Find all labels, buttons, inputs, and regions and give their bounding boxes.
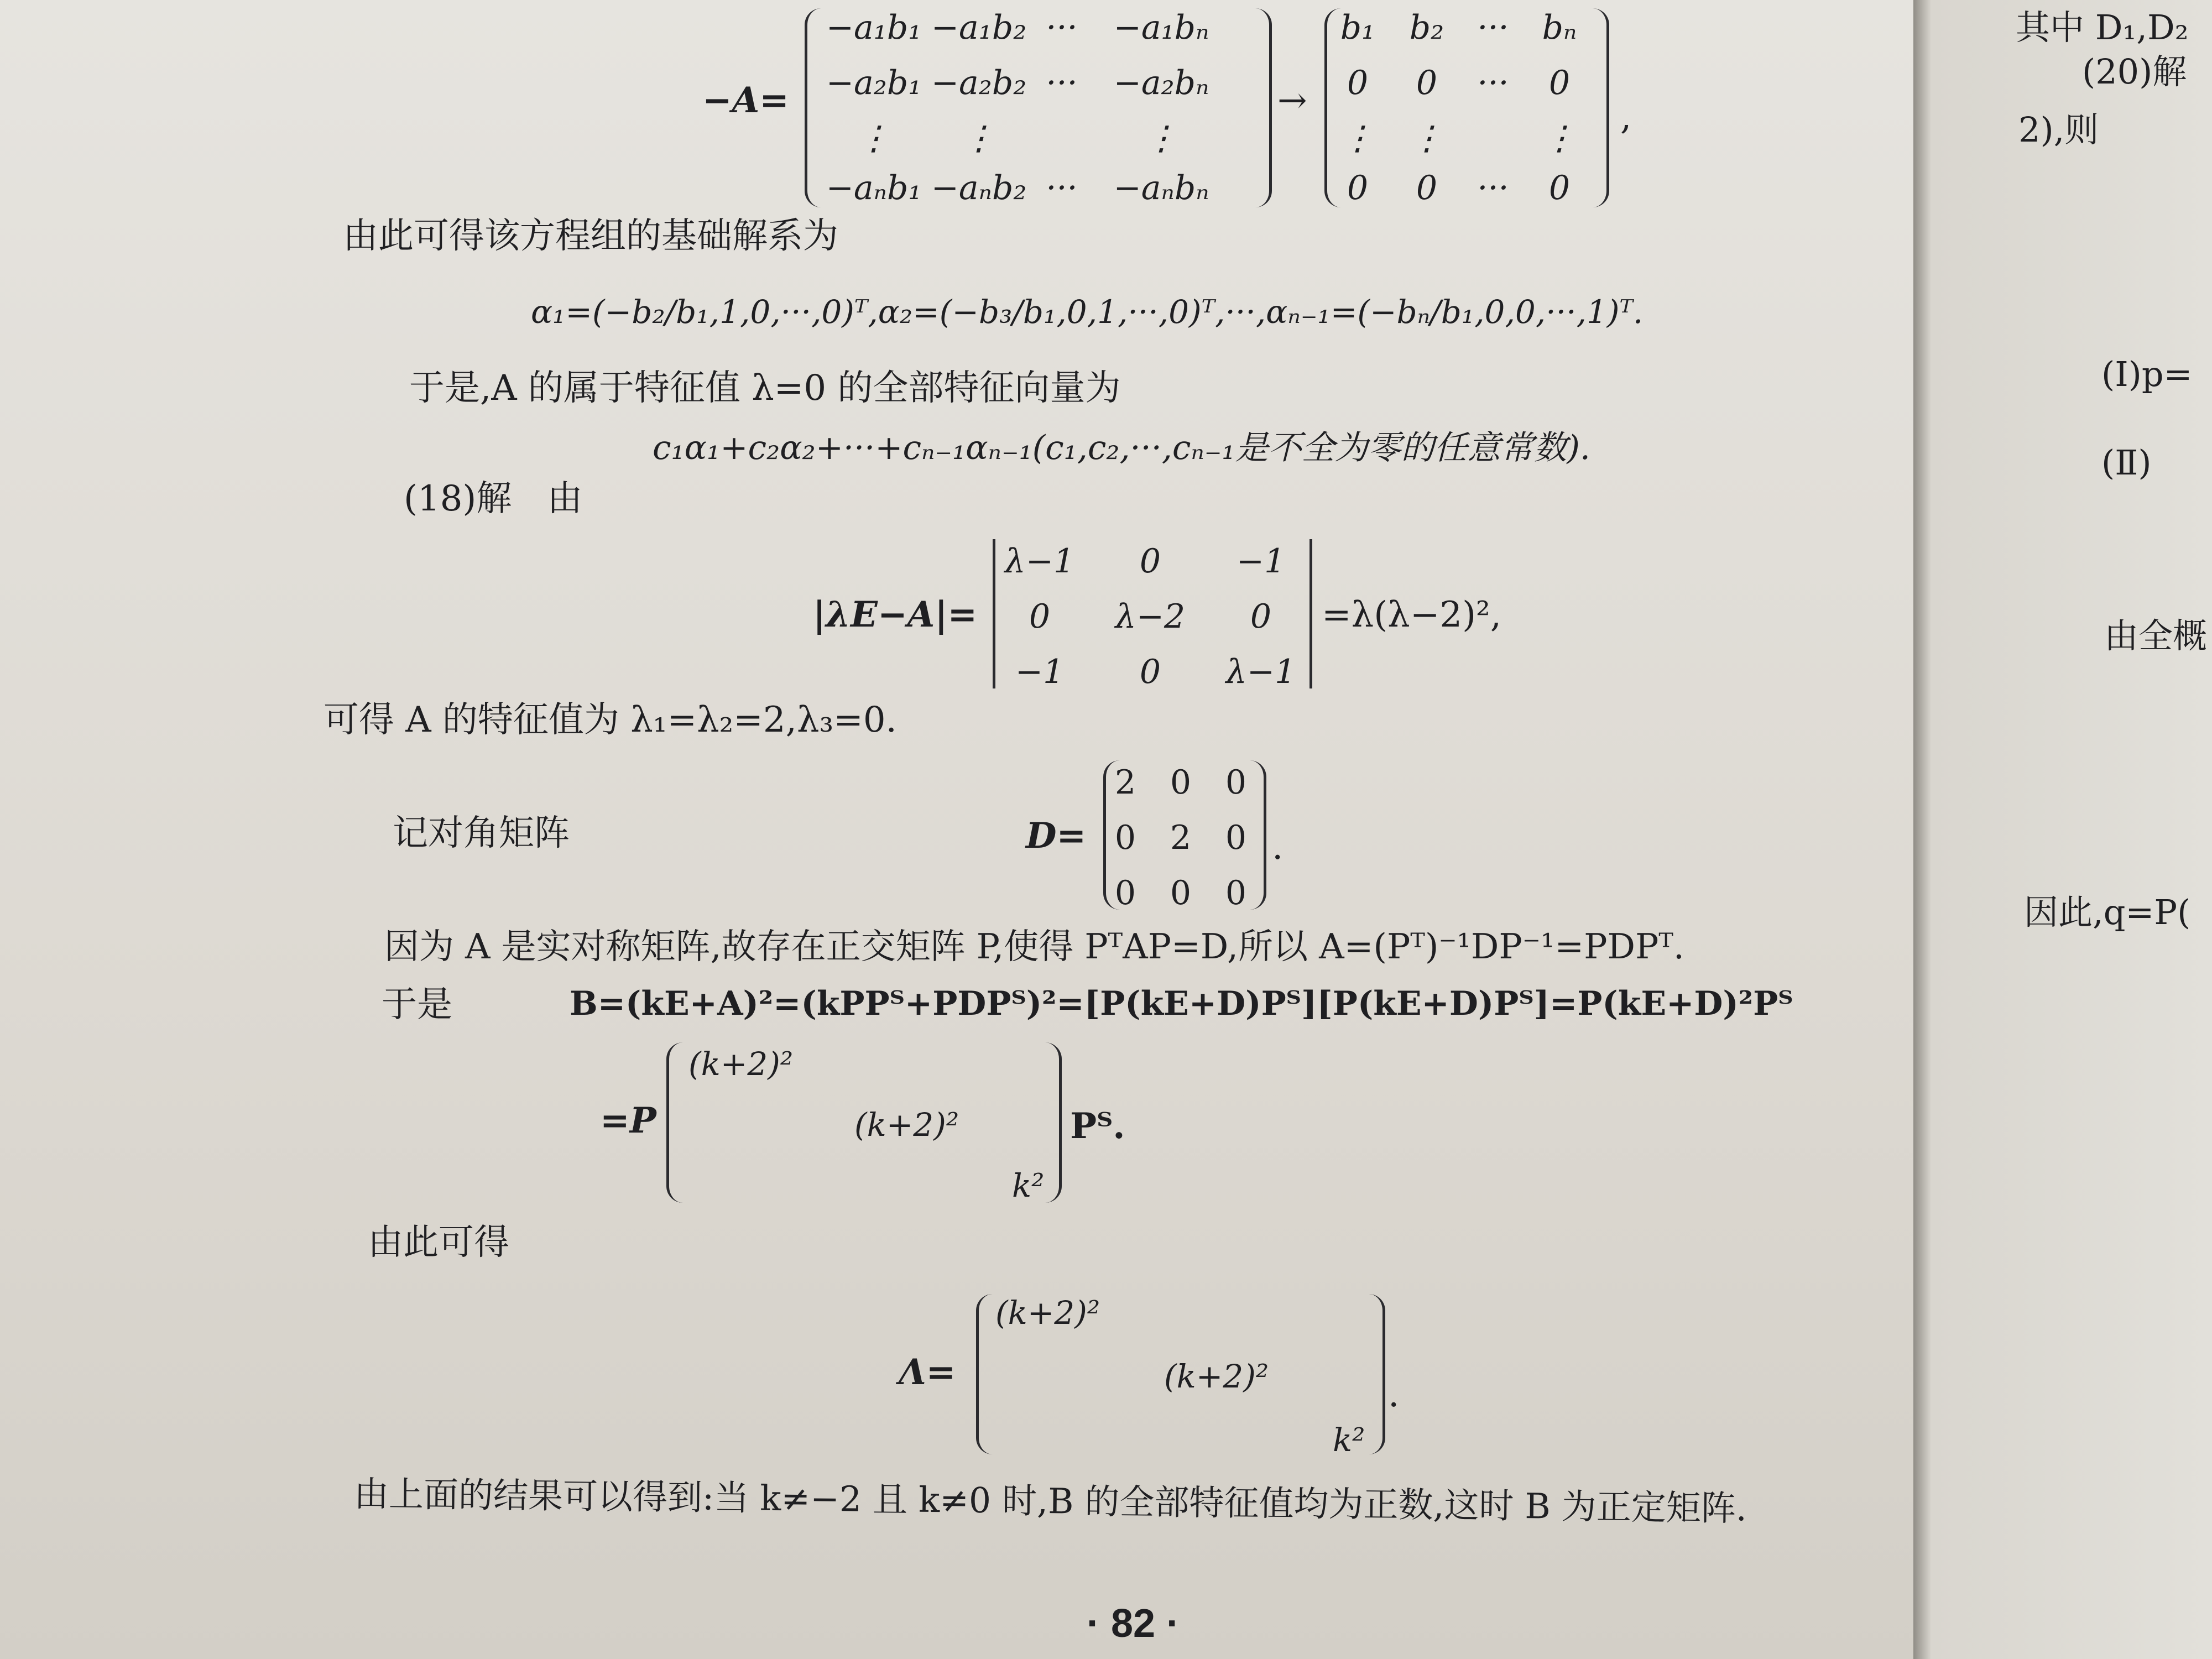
B-matrix-lhs: =P [600,1100,656,1141]
adjacent-page [1913,0,2212,1659]
matrix-cell: 0 [1347,169,1369,207]
matrix-cell: ··· [1477,169,1509,207]
matrix-cell: 0 [1114,818,1136,857]
matrix-cell: 0 [1029,597,1051,636]
side-text: 因此,q=P( [2024,892,2191,932]
matrix-cell: 0 [1225,763,1247,802]
diagonal-label: 记对角矩阵 [393,813,570,854]
eigenvalues-line: 可得 A 的特征值为 λ₁=λ₂=2,λ₃=0. [324,700,897,740]
matrix-cell: −a₂b₂ [931,64,1027,102]
matrix-cell: 0 [1548,64,1571,102]
side-text: 由全概 [2104,615,2208,656]
matrix-cell: ··· [1477,64,1509,102]
determinant-lhs: |λE−A|= [813,594,978,635]
matrix-cell: ··· [1046,8,1078,47]
matrix-cell: −a₁bₙ [1113,8,1209,47]
punctuation: , [1620,97,1632,138]
matrix-cell: ⋮ [1410,119,1443,158]
basis-intro: 由此可得该方程组的基础解系为 [343,216,838,257]
matrix-cell: λ−1 [1225,653,1296,691]
matrix-cell: −aₙb₁ [826,169,922,207]
matrix-cell: ⋮ [1145,119,1178,158]
matrix-cell: λ−2 [1115,597,1186,636]
matrix-cell: −a₁b₂ [931,8,1027,47]
matrix-cell: ··· [1046,64,1078,102]
conclusion-intro: 由此可得 [368,1222,509,1263]
matrix-cell: −a₁b₁ [826,8,922,47]
matrix-cell: ··· [1046,169,1078,207]
matrix-cell: 0 [1347,64,1369,102]
orthogonal-line: 因为 A 是实对称矩阵,故存在正交矩阵 P,使得 PᵀAP=D,所以 A=(Pᵀ)⁻¹DP⁻¹=PDPᵀ. [384,926,1684,967]
side-text: (20)解 [2082,51,2187,92]
diagonal-cells [1106,763,1261,912]
side-text: (Ⅱ) [2101,442,2152,483]
matrix-cell: ⋮ [857,119,890,158]
matrix-cell: 2 [1114,763,1136,802]
matrix-cell: 0 [1548,169,1571,207]
punctuation: . [1388,1374,1400,1415]
B-diag-entry-3: k² [1012,1167,1045,1204]
matrix-cell: 0 [1416,64,1438,102]
matrix-cell: b₂ [1409,8,1444,47]
matrix-cell: bₙ [1542,8,1577,47]
matrix-cell: 2 [1170,818,1192,857]
matrix-cell: b₁ [1340,8,1375,47]
matrix-cell: ⋮ [1341,119,1374,158]
eigenvector-equation: c₁α₁+c₂α₂+···+cₙ₋₁αₙ₋₁(c₁,c₂,···,cₙ₋₁是不全为零的任意常数). [653,429,1590,467]
eigenvector-intro: 于是,A 的属于特征值 λ=0 的全部特征向量为 [409,368,1121,409]
matrix-cell: λ−1 [1004,542,1075,581]
determinant-rhs: =λ(λ−2)², [1322,594,1502,635]
lambda-diag-entry-3: k² [1333,1421,1365,1459]
matrix-cell: 0 [1139,653,1161,691]
lambda-diag-entry-2: (k+2)² [1164,1358,1269,1395]
diagonal-lhs: D= [1026,815,1087,857]
matrix-cell: 0 [1225,874,1247,912]
determinant-cells [995,542,1311,691]
basis-equation: α₁=(−b₂/b₁,1,0,···,0)ᵀ,α₂=(−b₃/b₁,0,1,···,0)ᵀ,···,αₙ₋₁=(−bₙ/b₁,0,0,···,1)ᵀ. [531,293,1644,331]
B-label: 于是 [382,984,452,1025]
arrow-icon: → [1277,80,1307,121]
matrix-cells [818,8,1261,207]
matrix-cell: 0 [1225,818,1247,857]
side-text: 其中 D₁,D₂ [2016,7,2189,48]
matrix-cell: 0 [1416,169,1438,207]
B-equation: B=(kE+A)²=(kPPᵀ+PDPᵀ)²=[P(kE+D)Pᵀ][P(kE+D)Pᵀ]=P(kE+D)²Pᵀ [570,984,1793,1023]
final-conclusion: 由上面的结果可以得到:当 k≠−2 且 k≠0 时,B 的全部特征值均为正数,这时 B 为正定矩阵. [353,1474,1747,1529]
matrix-cell: −1 [1015,653,1065,691]
matrix-cell: 0 [1250,597,1272,636]
page-number: · 82 · [1087,1601,1180,1646]
matrix-cell: −1 [1236,542,1286,581]
matrix-cell: 0 [1139,542,1161,581]
matrix-cell: 0 [1170,763,1192,802]
matrix-cell: −a₂bₙ [1113,64,1209,102]
lambda-diag-entry-1: (k+2)² [995,1294,1100,1332]
matrix-cell: 0 [1114,874,1136,912]
B-matrix-rhs: Pᵀ. [1070,1105,1125,1147]
B-diag-entry-1: (k+2)² [688,1045,794,1083]
side-text: 2),则 [2018,109,2099,150]
matrix-cell: ⋮ [962,119,995,158]
punctuation: . [1272,827,1284,868]
top-matrix-lhs: −A= [702,80,789,121]
question-18-label: (18)解 由 [404,478,583,519]
side-text: (Ⅰ)p= [2101,354,2193,394]
matrix-cell: −aₙbₙ [1113,169,1209,207]
matrix-cell: 0 [1170,874,1192,912]
matrix-cell: −a₂b₁ [826,64,922,102]
matrix-bracket-left [666,1042,691,1203]
matrix-cell: ⋮ [1543,119,1576,158]
lambda-matrix-lhs: Λ= [899,1352,956,1393]
B-diag-entry-2: (k+2)² [854,1106,959,1144]
matrix-cell: −aₙb₂ [931,169,1027,207]
matrix-cell: ··· [1477,8,1509,47]
matrix-cells [1333,8,1598,207]
